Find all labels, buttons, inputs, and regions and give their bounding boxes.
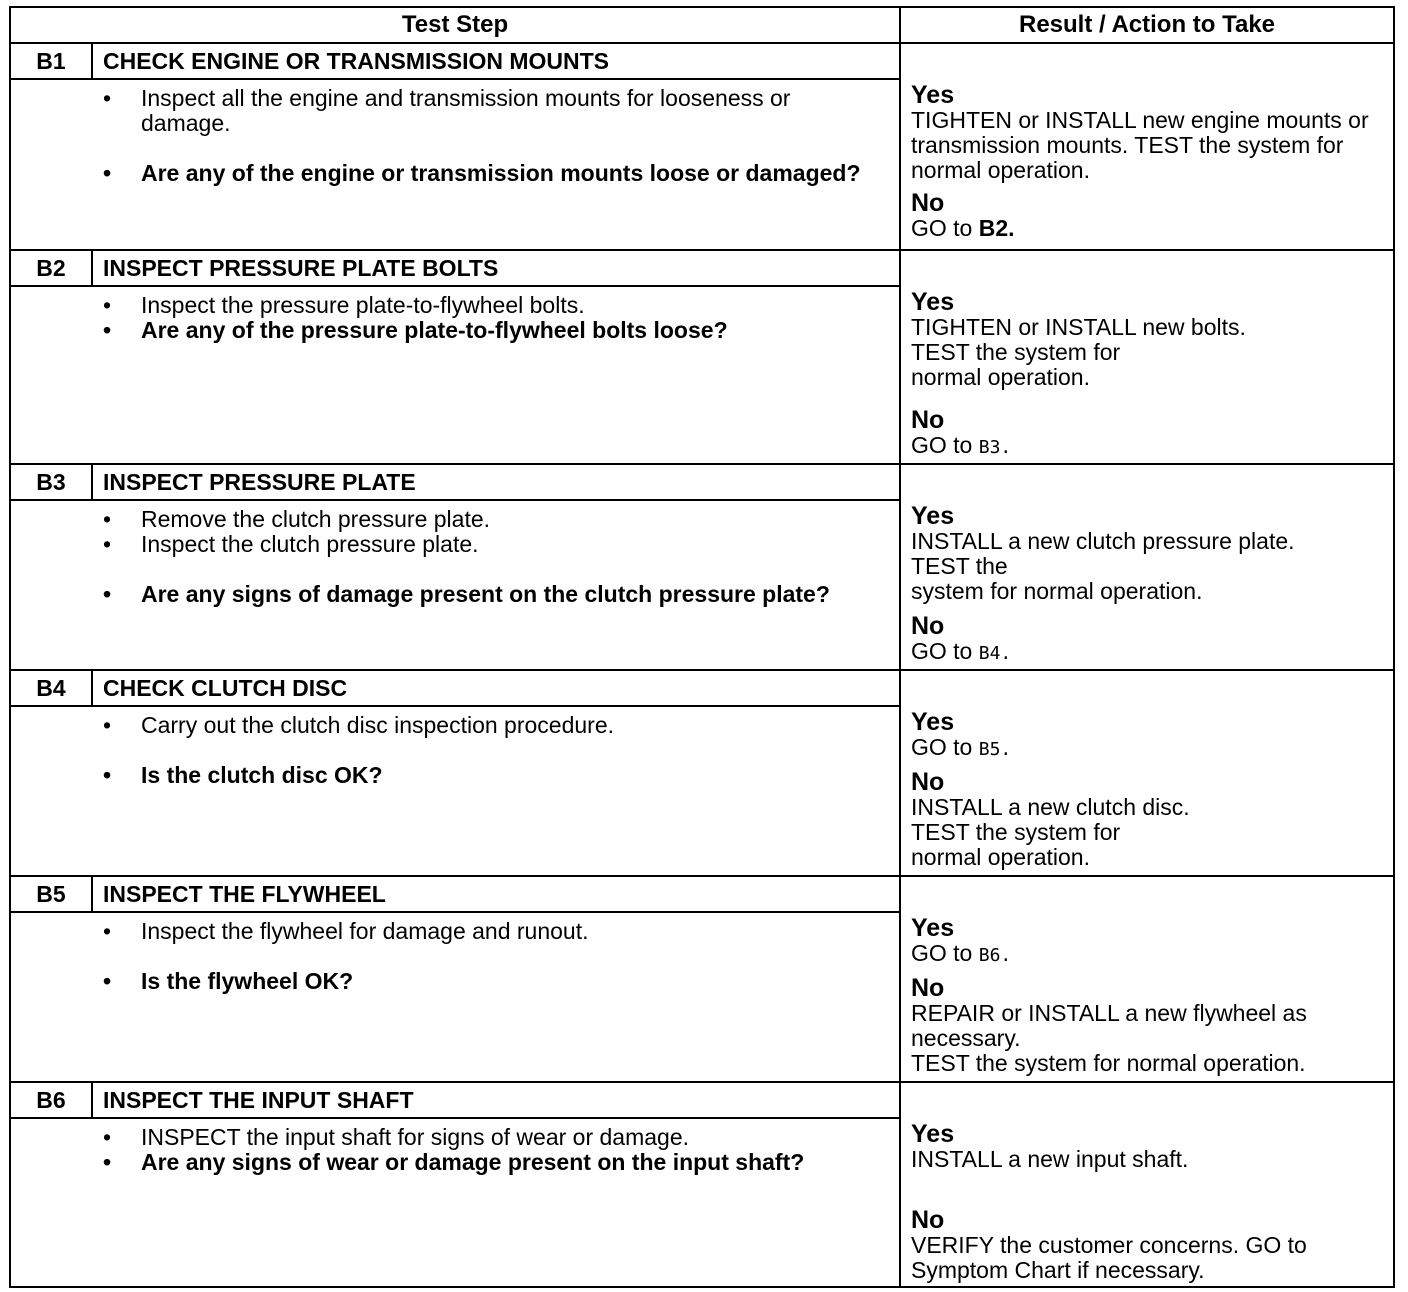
no-action <box>911 216 1391 241</box>
table-header <box>11 8 1393 44</box>
step-reference: B6. <box>978 945 1012 966</box>
step-title: INSPECT THE INPUT SHAFT <box>103 1087 414 1113</box>
step-header <box>11 671 899 707</box>
yes-label: Yes <box>911 81 955 109</box>
step-b6 <box>11 1083 1393 1288</box>
step-b3 <box>11 465 1393 671</box>
yes-action: INSTALL a new clutch pressure plate. TEST the system for normal operation. <box>911 528 1295 604</box>
step-instructions <box>101 713 881 788</box>
step-reference: B4. <box>978 643 1012 664</box>
no-block <box>911 190 1391 241</box>
yes-action-prefix: GO to <box>911 940 979 966</box>
result-action <box>911 288 1391 458</box>
step-b1 <box>11 44 1393 251</box>
yes-action <box>911 735 1391 762</box>
instruction-item: • Carry out the clutch disc inspection procedure. <box>101 713 881 738</box>
no-action: VERIFY the customer concerns. GO to Symptom Chart if necessary. <box>911 1232 1307 1283</box>
header-result-action: Result / Action to Take <box>1018 11 1276 38</box>
instruction-item: • INSPECT the input shaft for signs of wear or damage. <box>101 1125 881 1150</box>
step-header <box>11 465 899 501</box>
yes-label: Yes <box>911 1120 955 1148</box>
question-item: • Are any of the pressure plate-to-flywheel bolts loose? <box>101 318 881 343</box>
no-action: REPAIR or INSTALL a new flywheel as necessary. TEST the system for normal operation. <box>911 1000 1307 1076</box>
step-instructions <box>101 86 881 186</box>
question-item: • Is the flywheel OK? <box>101 969 881 994</box>
yes-action: TIGHTEN or INSTALL new engine mounts or transmission mounts. TEST the system for normal operation. <box>911 107 1369 183</box>
step-title: INSPECT PRESSURE PLATE <box>103 469 416 495</box>
yes-action-prefix: GO to <box>911 734 979 760</box>
step-header <box>11 877 899 913</box>
no-action-prefix: GO to <box>911 432 979 458</box>
yes-action: INSTALL a new input shaft. <box>911 1146 1189 1172</box>
step-instructions <box>101 919 881 994</box>
step-reference: B5. <box>978 739 1012 760</box>
question-item: • Are any signs of wear or damage present on the input shaft? <box>101 1150 881 1175</box>
no-block <box>911 613 1391 666</box>
result-action <box>911 708 1391 870</box>
yes-label: Yes <box>911 288 955 316</box>
no-action-prefix: GO to <box>911 215 979 241</box>
no-label: No <box>911 1206 945 1234</box>
result-action <box>911 81 1391 241</box>
no-label: No <box>911 406 945 434</box>
step-id: B4 <box>11 671 93 705</box>
step-header <box>11 44 899 80</box>
step-b5 <box>11 877 1393 1083</box>
yes-action <box>911 941 1391 968</box>
no-label: No <box>911 974 945 1002</box>
result-action <box>911 914 1391 1076</box>
step-instructions <box>101 1125 881 1175</box>
step-reference: B3. <box>978 437 1012 458</box>
no-block <box>911 975 1391 1076</box>
yes-label: Yes <box>911 708 955 736</box>
step-id: B3 <box>11 465 93 499</box>
no-block <box>911 407 1391 460</box>
no-label: No <box>911 612 945 640</box>
no-block <box>911 1207 1391 1283</box>
diagnostic-table <box>9 6 1395 1288</box>
instruction-item: • Inspect all the engine and transmission mounts for looseness or damage. <box>101 86 881 136</box>
question-item: • Are any signs of damage present on the clutch pressure plate? <box>101 582 881 607</box>
no-action <box>911 639 1391 666</box>
instruction-item: • Remove the clutch pressure plate. <box>101 507 881 532</box>
yes-action: TIGHTEN or INSTALL new bolts. TEST the system for normal operation. <box>911 314 1246 390</box>
step-b4 <box>11 671 1393 877</box>
step-b2 <box>11 251 1393 465</box>
result-action <box>911 502 1391 664</box>
step-id: B1 <box>11 44 93 78</box>
step-id: B6 <box>11 1083 93 1117</box>
result-action <box>911 1120 1391 1283</box>
step-reference: B2. <box>978 215 1015 241</box>
step-id: B5 <box>11 877 93 911</box>
question-item: • Are any of the engine or transmission mounts loose or damaged? <box>101 161 881 186</box>
step-instructions <box>101 293 881 343</box>
step-title: INSPECT THE FLYWHEEL <box>103 881 386 907</box>
no-block <box>911 769 1391 870</box>
step-header <box>11 251 899 287</box>
no-action-prefix: GO to <box>911 638 979 664</box>
header-test-step: Test Step <box>401 11 509 38</box>
no-action: INSTALL a new clutch disc. TEST the system for normal operation. <box>911 794 1190 870</box>
no-label: No <box>911 768 945 796</box>
yes-label: Yes <box>911 914 955 942</box>
column-divider <box>899 8 901 1286</box>
instruction-item: • Inspect the pressure plate-to-flywheel bolts. <box>101 293 881 318</box>
step-title: CHECK ENGINE OR TRANSMISSION MOUNTS <box>103 48 610 74</box>
step-title: CHECK CLUTCH DISC <box>103 675 348 701</box>
instruction-item: • Inspect the clutch pressure plate. <box>101 532 881 557</box>
step-title: INSPECT PRESSURE PLATE BOLTS <box>103 255 499 281</box>
question-item: • Is the clutch disc OK? <box>101 763 881 788</box>
yes-label: Yes <box>911 502 955 530</box>
step-header <box>11 1083 899 1119</box>
step-instructions <box>101 507 881 607</box>
instruction-item: • Inspect the flywheel for damage and runout. <box>101 919 881 944</box>
no-label: No <box>911 189 945 217</box>
step-id: B2 <box>11 251 93 285</box>
no-action <box>911 433 1391 460</box>
